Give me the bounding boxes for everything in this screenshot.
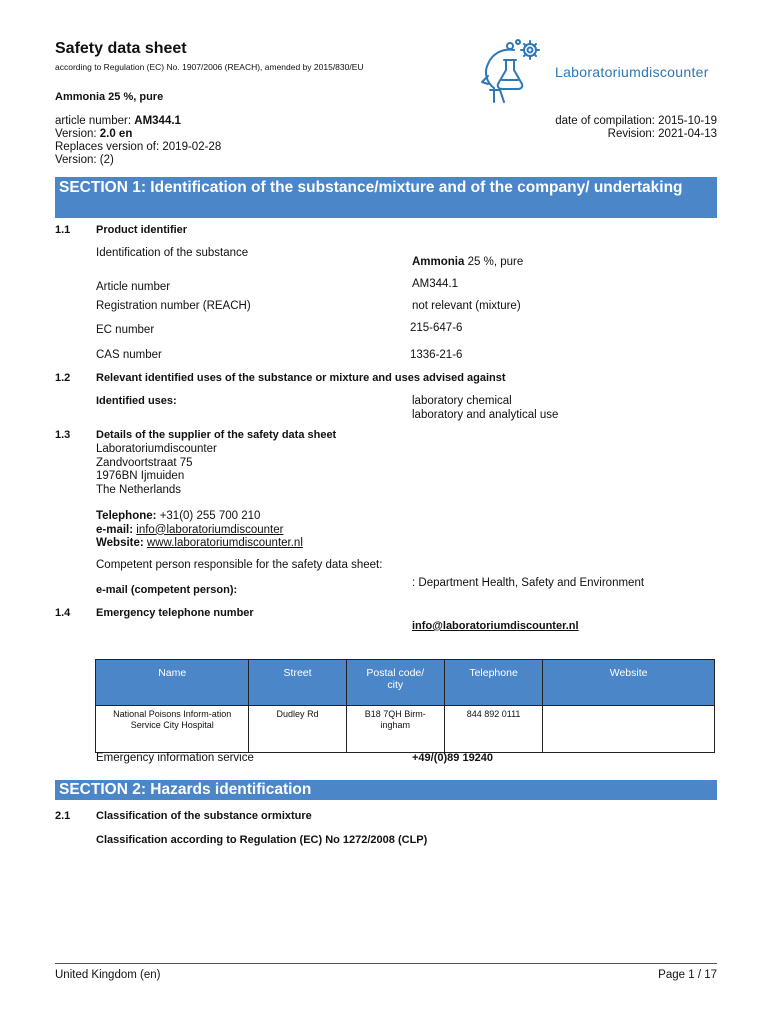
footer-country: United Kingdom (en) [55,969,161,981]
product-name: Ammonia 25 %, pure [55,91,164,103]
page-number: Page 1 / 17 [658,969,717,981]
regulation-subtitle: according to Regulation (EC) No. 1907/2006 (REACH), amended by 2015/830/EU [55,62,364,72]
email-link[interactable]: info@laboratoriumdiscounter [136,523,284,536]
field-label: EC number [96,324,155,336]
subsection-heading: Classification of the substance ormixture [96,810,312,822]
substance-name: Ammonia 25 %, pure [412,256,524,268]
classification-heading: Classification according to Regulation (EC) No 1272/2008 (CLP) [96,834,428,846]
emergency-service-number: +49/(0)89 19240 [412,752,494,764]
competent-department: : Department Health, Safety and Environment [412,577,645,589]
supplier-address: Laboratoriumdiscounter Zandvoortstraat 75 1976BN Ijmuiden The Netherlands [96,443,217,496]
logo-text: Laboratoriumdiscounter [555,64,709,80]
subsection-number: 1.2 [55,372,71,384]
field-value: 215-647-6 [410,322,463,334]
document-meta-left [55,115,221,167]
competent-person-label: Competent person responsible for the safety data sheet: [96,559,383,571]
field-label: Registration number (REACH) [96,300,251,312]
version-number: Version: (2) [55,154,114,166]
table-header-row [96,660,715,706]
subsection-heading: Relevant identified uses of the substance or mixture and uses advised against [96,372,506,384]
subsection-heading: Emergency telephone number [96,607,254,619]
subsection-number: 1.3 [55,429,71,441]
column-header-postal: Postal code/ city [346,660,444,706]
field-label: Identified uses: [96,395,177,407]
field-value: not relevant (mixture) [412,300,521,312]
section-2-header: SECTION 2: Hazards identification [55,780,717,800]
subsection-number: 2.1 [55,810,71,822]
field-label: Article number [96,281,171,293]
identified-uses: laboratory chemical laboratory and analytical use [412,395,559,421]
field-label: Identification of the substance [96,247,249,259]
field-value: AM344.1 [412,278,459,290]
article-number-line: article number: AM344.1 [55,115,181,127]
supplier-contacts [96,510,303,551]
field-label: CAS number [96,349,162,361]
website-link[interactable]: www.laboratoriumdiscounter.nl [146,537,303,549]
cell-name: National Poisons Inform-ation Service City Hospital [96,706,249,753]
cell-postal: B18 7QH Birm-ingham [346,706,444,753]
field-value: 1336-21-6 [410,349,463,361]
revision-date: Revision: 2021-04-13 [607,128,717,140]
website-line: Website: www.laboratoriumdiscounter.nl [96,537,303,549]
emergency-contacts-table [95,659,715,753]
subsection-number: 1.1 [55,224,71,236]
subsection-number: 1.4 [55,607,71,619]
cell-street: Dudley Rd [249,706,346,753]
email-line: e-mail: info@laboratoriumdiscounter [96,523,284,536]
emergency-email-link[interactable]: info@laboratoriumdiscounter.nl [412,620,579,632]
compilation-date: date of compilation: 2015-10-19 [555,115,717,127]
subsection-heading: Details of the supplier of the safety data sheet [96,429,337,441]
document-meta-right [555,115,717,141]
footer-divider [55,963,717,964]
replaces-version: Replaces version of: 2019-02-28 [55,141,222,153]
section-1-header: SECTION 1: Identification of the substance/mixture and of the company/ undertaking [55,177,717,218]
column-header-street: Street [249,660,346,706]
competent-email-label: e-mail (competent person): [96,584,238,596]
field-label: Emergency information service [96,752,254,764]
column-header-telephone: Telephone [444,660,542,706]
subsection-heading: Product identifier [96,224,188,236]
cell-website [543,706,715,753]
head-flask-icon [478,36,558,106]
document-title: Safety data sheet [55,40,187,57]
version-line: Version: 2.0 en [55,128,133,140]
column-header-website: Website [543,660,715,706]
column-header-name: Name [96,660,249,706]
cell-telephone: 844 892 0111 [444,706,542,753]
table-row [96,706,715,753]
telephone-line: Telephone: +31(0) 255 700 210 [96,510,261,522]
